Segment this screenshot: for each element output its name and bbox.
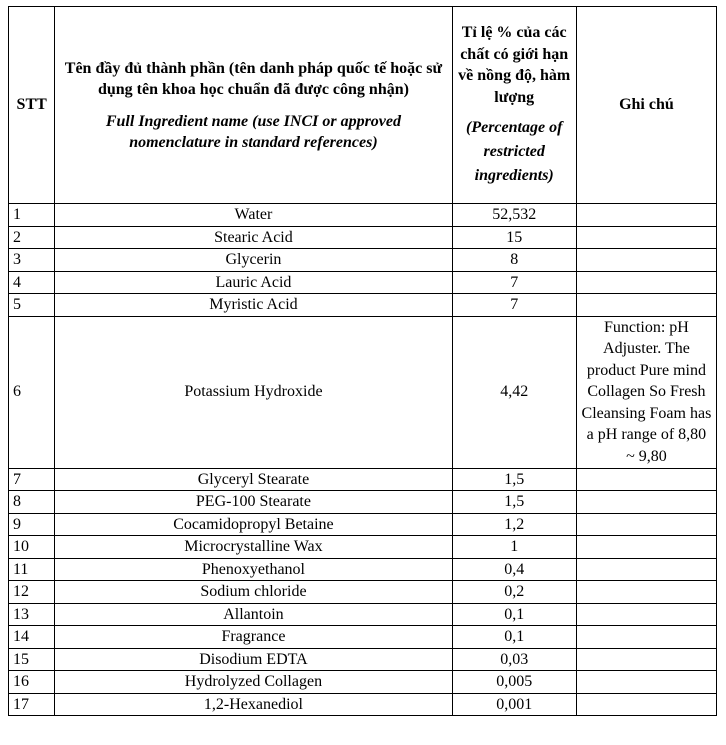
- table-row: [9, 603, 717, 626]
- percentage-cell: 52,532: [452, 204, 576, 227]
- ingredient-name-cell: Microcrystalline Wax: [55, 536, 452, 559]
- stt-cell: 6: [9, 316, 55, 468]
- header-row: [9, 7, 717, 204]
- stt-cell: 10: [9, 536, 55, 559]
- stt-cell: 1: [9, 204, 55, 227]
- ingredient-name-cell: Cocamidopropyl Betaine: [55, 513, 452, 536]
- percentage-cell: 0,03: [452, 648, 576, 671]
- note-cell: [576, 226, 716, 249]
- percentage-cell: 7: [452, 294, 576, 317]
- ingredient-name-cell: Fragrance: [55, 626, 452, 649]
- percentage-cell: 8: [452, 249, 576, 272]
- percentage-cell: 4,42: [452, 316, 576, 468]
- ingredient-name-cell: Water: [55, 204, 452, 227]
- header-name: [55, 7, 452, 204]
- note-cell: [576, 513, 716, 536]
- table-row: [9, 648, 717, 671]
- percentage-cell: 0,4: [452, 558, 576, 581]
- ingredient-name-cell: Phenoxyethanol: [55, 558, 452, 581]
- percentage-cell: 1: [452, 536, 576, 559]
- stt-cell: 11: [9, 558, 55, 581]
- stt-cell: 2: [9, 226, 55, 249]
- stt-cell: 9: [9, 513, 55, 536]
- note-cell: [576, 558, 716, 581]
- stt-cell: 15: [9, 648, 55, 671]
- stt-cell: 13: [9, 603, 55, 626]
- stt-cell: 14: [9, 626, 55, 649]
- ingredient-name-cell: Allantoin: [55, 603, 452, 626]
- ingredient-name-cell: Glyceryl Stearate: [55, 468, 452, 491]
- stt-cell: 3: [9, 249, 55, 272]
- percentage-cell: 15: [452, 226, 576, 249]
- note-cell: [576, 581, 716, 604]
- note-cell: [576, 271, 716, 294]
- note-cell: [576, 671, 716, 694]
- table-row: [9, 271, 717, 294]
- header-stt: STT: [9, 7, 55, 204]
- stt-cell: 7: [9, 468, 55, 491]
- stt-cell: 5: [9, 294, 55, 317]
- stt-cell: 17: [9, 693, 55, 716]
- note-cell: Function: pH Adjuster. The product Pure mind Collagen So Fresh Cleansing Foam has a pH range of 8,80 ~ 9,80: [576, 316, 716, 468]
- ingredients-table: [8, 6, 717, 716]
- ingredient-name-cell: Stearic Acid: [55, 226, 452, 249]
- note-cell: [576, 536, 716, 559]
- header-name-vi: Tên đầy đủ thành phần (tên danh pháp quốc tế hoặc sử dụng tên khoa học chuẩn đã được công nhận): [64, 59, 443, 98]
- header-pct-en: (Percentage of restricted ingredients): [465, 119, 563, 184]
- ingredient-name-cell: Hydrolyzed Collagen: [55, 671, 452, 694]
- table-row: [9, 204, 717, 227]
- table-row: [9, 513, 717, 536]
- stt-cell: 16: [9, 671, 55, 694]
- note-cell: [576, 468, 716, 491]
- note-cell: [576, 249, 716, 272]
- table-row: [9, 558, 717, 581]
- percentage-cell: 0,1: [452, 603, 576, 626]
- table-row: [9, 249, 717, 272]
- ingredient-name-cell: Disodium EDTA: [55, 648, 452, 671]
- ingredient-name-cell: Potassium Hydroxide: [55, 316, 452, 468]
- stt-cell: 4: [9, 271, 55, 294]
- percentage-cell: 1,2: [452, 513, 576, 536]
- percentage-cell: 1,5: [452, 468, 576, 491]
- table-row: [9, 226, 717, 249]
- stt-cell: 8: [9, 491, 55, 514]
- percentage-cell: 0,2: [452, 581, 576, 604]
- note-cell: [576, 693, 716, 716]
- percentage-cell: 0,005: [452, 671, 576, 694]
- ingredient-name-cell: PEG-100 Stearate: [55, 491, 452, 514]
- ingredient-name-cell: Glycerin: [55, 249, 452, 272]
- note-cell: [576, 294, 716, 317]
- ingredient-name-cell: 1,2-Hexanediol: [55, 693, 452, 716]
- table-row: [9, 536, 717, 559]
- ingredient-name-cell: Sodium chloride: [55, 581, 452, 604]
- table-row: [9, 671, 717, 694]
- percentage-cell: 7: [452, 271, 576, 294]
- table-row: [9, 468, 717, 491]
- ingredient-name-cell: Myristic Acid: [55, 294, 452, 317]
- note-cell: [576, 603, 716, 626]
- stt-cell: 12: [9, 581, 55, 604]
- header-note: Ghi chú: [576, 7, 716, 204]
- note-cell: [576, 204, 716, 227]
- percentage-cell: 0,1: [452, 626, 576, 649]
- note-cell: [576, 491, 716, 514]
- table-row: [9, 316, 717, 468]
- percentage-cell: 0,001: [452, 693, 576, 716]
- note-cell: [576, 648, 716, 671]
- header-name-en: Full Ingredient name (use INCI or approved nomenclature in standard references): [105, 112, 401, 151]
- header-percentage: [452, 7, 576, 204]
- table-row: [9, 626, 717, 649]
- table-row: [9, 294, 717, 317]
- table-row: [9, 581, 717, 604]
- header-pct-vi: Tỉ lệ % của các chất có giới hạn về nồng độ, hàm lượng: [458, 24, 571, 106]
- note-cell: [576, 626, 716, 649]
- table-row: [9, 491, 717, 514]
- percentage-cell: 1,5: [452, 491, 576, 514]
- ingredient-name-cell: Lauric Acid: [55, 271, 452, 294]
- table-row: [9, 693, 717, 716]
